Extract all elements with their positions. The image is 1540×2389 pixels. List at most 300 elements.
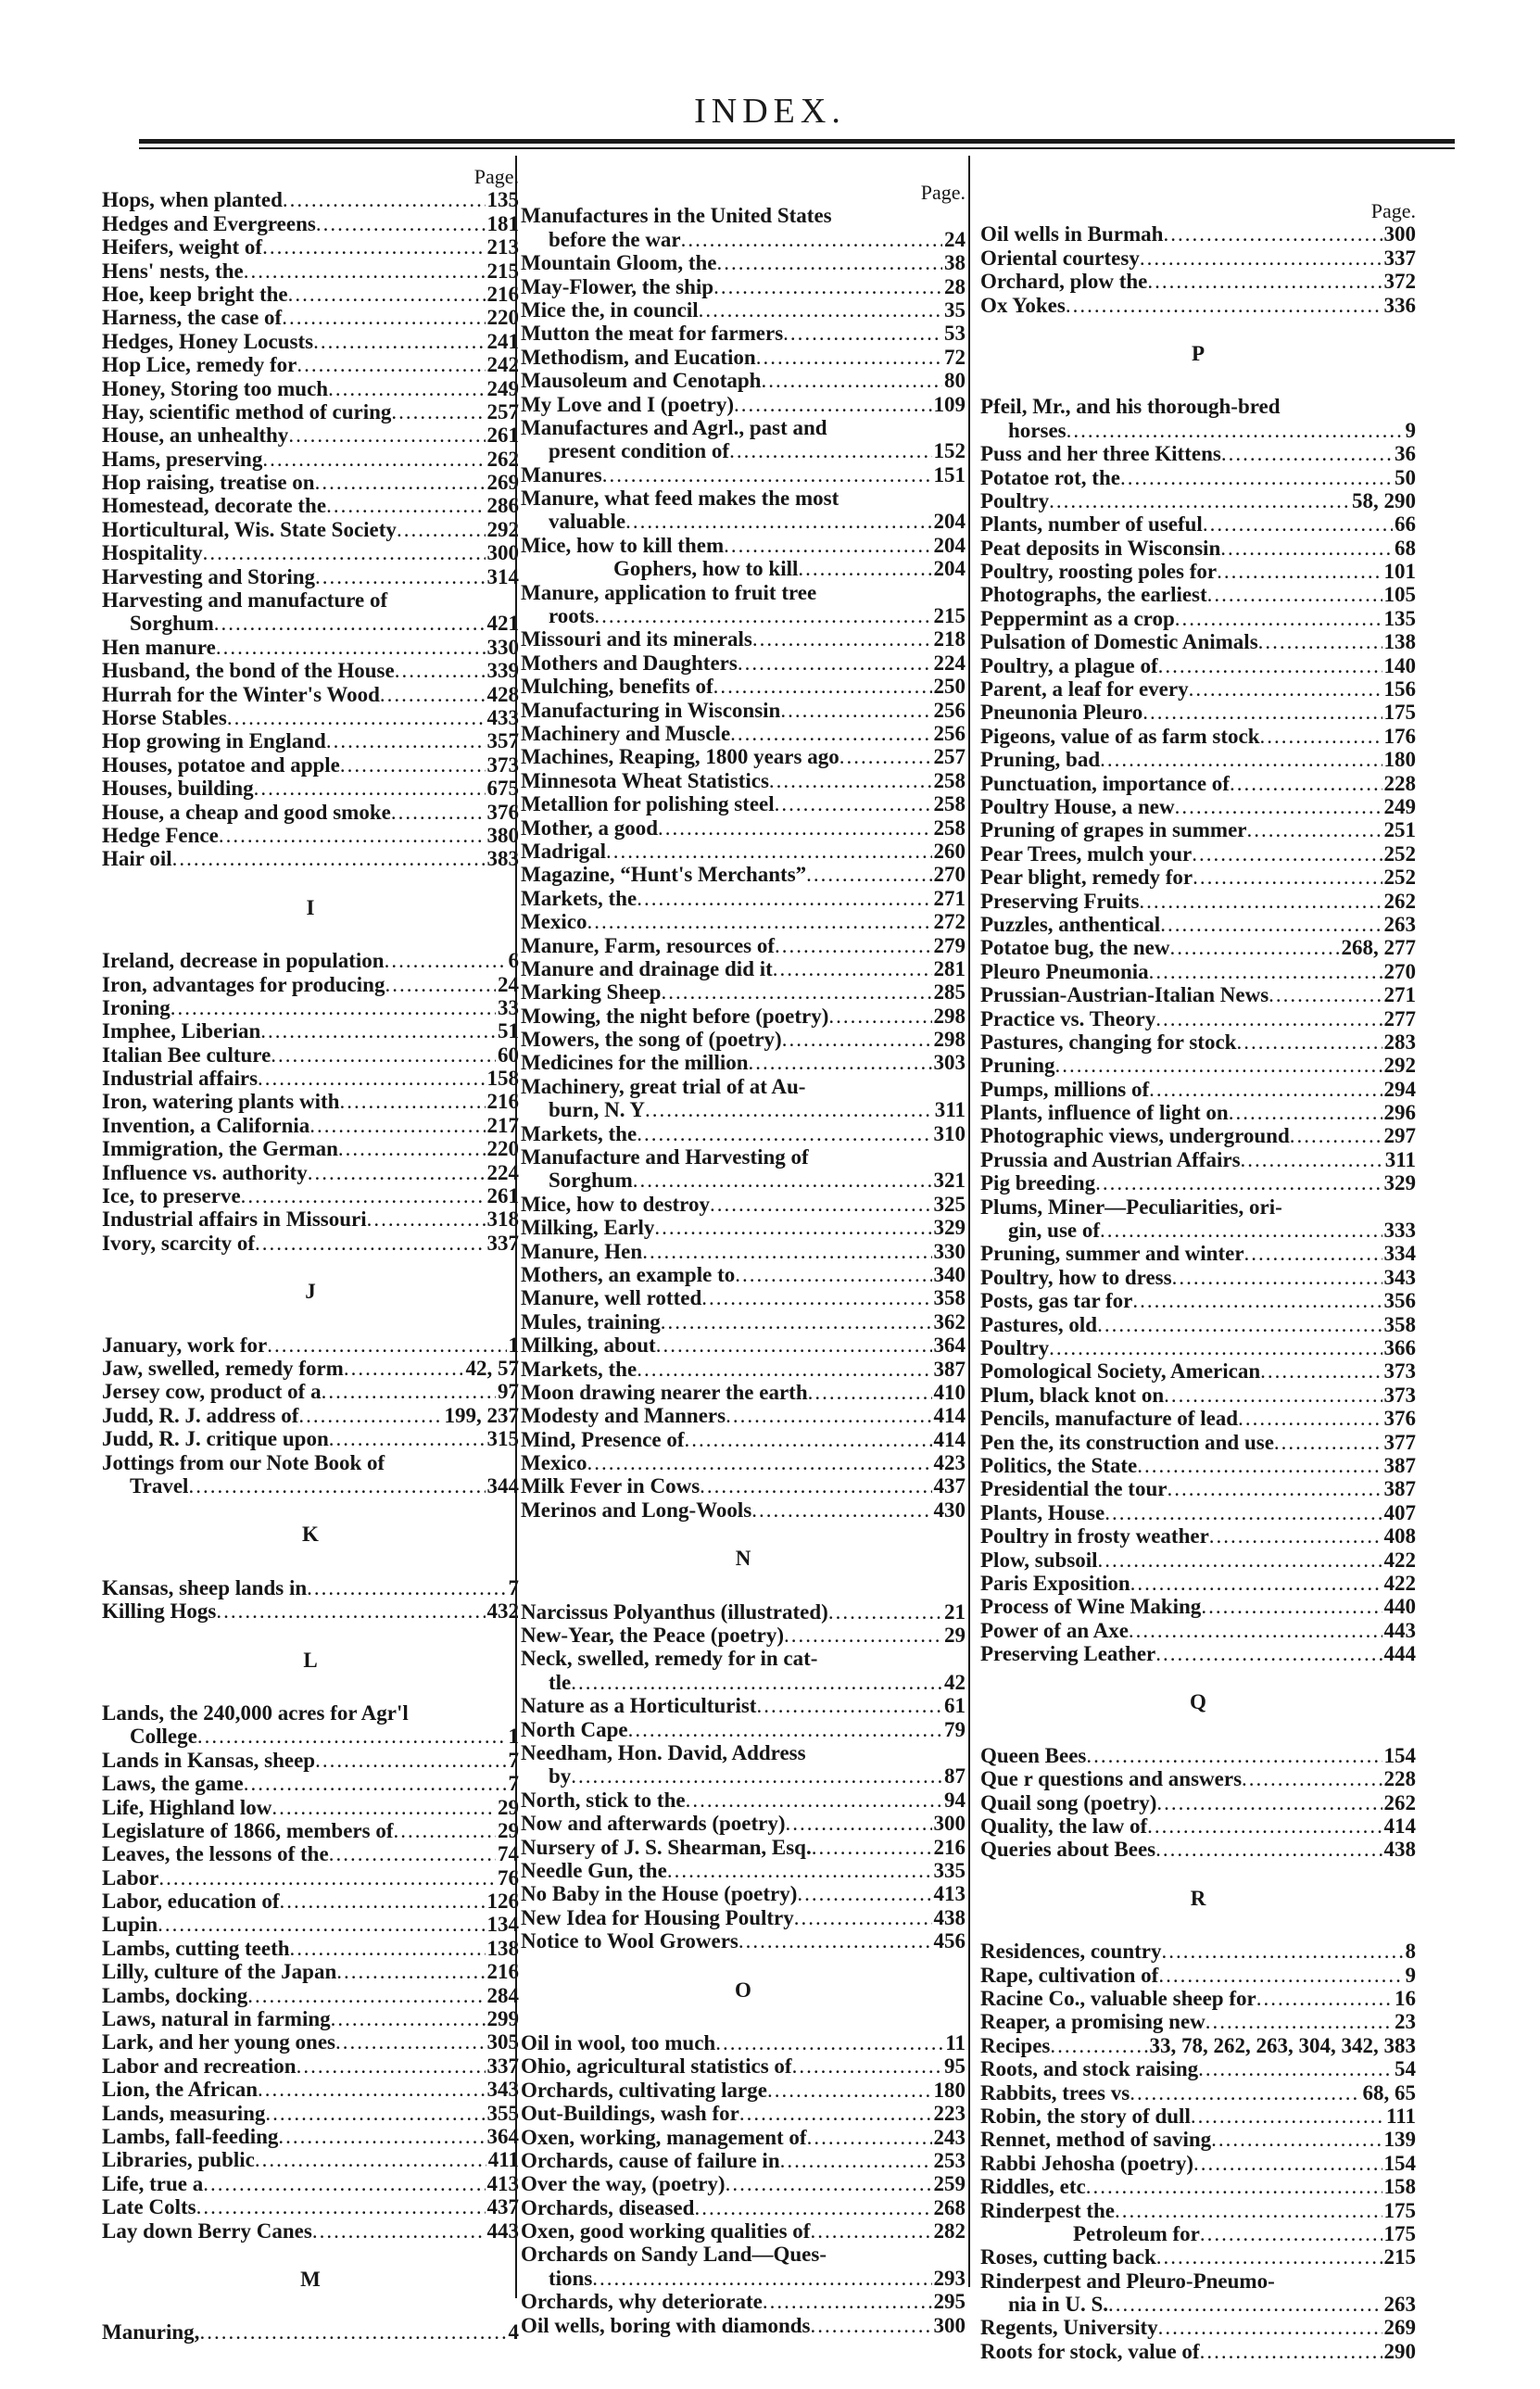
entry-page: 355: [486, 2101, 519, 2125]
entry-page: 423: [933, 1451, 966, 1475]
leader-dots: [642, 1240, 931, 1263]
leader-dots: [701, 1286, 931, 1309]
entry-title: North Cape: [521, 1717, 628, 1741]
entry-page: 80: [944, 369, 966, 393]
entry-page: 262: [1383, 889, 1416, 913]
entry-page: 325: [933, 1192, 966, 1216]
index-entry: [521, 322, 966, 345]
leader-dots: [1192, 842, 1382, 866]
entry-title: Life, true a: [102, 2171, 204, 2195]
index-entry: [521, 1310, 966, 1334]
index-entry: [521, 1859, 966, 1882]
leader-dots: [340, 753, 486, 777]
index-entry: [102, 212, 519, 235]
leader-dots: [312, 2219, 486, 2243]
index-entry: [102, 1960, 519, 1983]
leader-dots: [1198, 2057, 1393, 2080]
entry-page: 68, 65: [1362, 2080, 1416, 2105]
entry-page: 263: [1383, 2293, 1416, 2317]
entry-page: 7: [508, 1748, 519, 1772]
index-entry: [980, 1940, 1416, 1963]
index-entry: [102, 2078, 519, 2101]
entry-page: 438: [1383, 1838, 1416, 1862]
index-entry: [102, 1067, 519, 1090]
leader-dots: [1258, 630, 1382, 653]
index-entry: [521, 1474, 966, 1498]
entry-title: Hurrah for the Winter's Wood: [102, 682, 380, 706]
entry-title: Merinos and Long-Wools: [521, 1498, 752, 1522]
entry-page: 256: [933, 721, 966, 745]
section-letter: Q: [1190, 1690, 1206, 1714]
leader-dots: [315, 565, 485, 588]
leader-dots: [658, 816, 931, 840]
index-entry: [102, 2148, 519, 2171]
entry-title: Plants, number of useful: [980, 512, 1203, 537]
entry-title: Pruning of grapes in summer: [980, 818, 1247, 842]
entry-page: 270: [933, 863, 966, 887]
index-entry-continuation: [521, 2267, 966, 2290]
leader-dots: [197, 1725, 507, 1748]
index-entry: [980, 1791, 1416, 1814]
leader-dots: [1189, 677, 1382, 701]
entry-title: Rinderpest the: [980, 2198, 1116, 2222]
leader-dots: [1120, 466, 1393, 489]
index-entry: [521, 1836, 966, 1859]
index-entry: [102, 494, 519, 517]
entry-title: Manure, Farm, resources of: [521, 933, 776, 957]
entry-page: 387: [1383, 1453, 1416, 1477]
entry-page: 24: [944, 227, 966, 251]
entry-page: 330: [933, 1239, 966, 1263]
index-entry: [980, 1054, 1416, 1077]
entry-title: Hedges, Honey Locusts: [102, 329, 314, 353]
leader-dots: [329, 1427, 486, 1450]
entry-title: Hams, preserving: [102, 447, 263, 471]
entry-page: 154: [1383, 1743, 1416, 1767]
index-entry: [980, 512, 1416, 536]
leader-dots: [594, 604, 931, 627]
entry-page: 11: [945, 2030, 966, 2054]
index-entry: [521, 463, 966, 487]
entry-title: Plow, subsoil: [980, 1548, 1098, 1572]
leader-dots: [247, 1984, 485, 2007]
index-entry: [521, 1451, 966, 1474]
entry-title: Oil in wool, too much: [521, 2030, 716, 2054]
entry-title: Markets, the: [521, 886, 637, 910]
entry-title: Orchard, plow the: [980, 270, 1148, 294]
entry-title: Late Colts: [102, 2195, 196, 2219]
entry-title: Prussia and Austrian Affairs: [980, 1147, 1241, 1171]
index-entry: [980, 2199, 1416, 2222]
index-entry: [980, 772, 1416, 795]
index-entry: [980, 294, 1416, 317]
index-entry: [102, 1913, 519, 1936]
entry-title: Mice the, in council: [521, 297, 699, 322]
entry-page: 438: [933, 1905, 966, 1929]
entry-page: 410: [933, 1380, 966, 1404]
entry-title: present condition of: [549, 439, 730, 463]
index-entry: [521, 1694, 966, 1717]
entry-title: Rabbi Jehosha (poetry): [980, 2151, 1194, 2175]
entry-page: 261: [486, 423, 519, 448]
entry-page: 176: [1383, 724, 1416, 748]
entry-page: 269: [486, 471, 519, 495]
entry-title: Robin, the story of dull: [980, 2104, 1191, 2128]
entry-title: Mexico: [521, 1451, 587, 1475]
index-entry: [521, 1122, 966, 1145]
entry-title: Hops, when planted: [102, 188, 283, 212]
leader-dots: [267, 1334, 506, 1357]
leader-dots: [751, 1498, 931, 1522]
entry-page: 262: [486, 447, 519, 471]
index-entry: [521, 1929, 966, 1953]
entry-title: Ireland, decrease in population: [102, 949, 385, 973]
entry-page: 437: [486, 2195, 519, 2219]
leader-dots: [170, 996, 496, 1019]
leader-dots: [1129, 1619, 1382, 1642]
leader-dots: [1238, 1407, 1382, 1430]
index-entry: [980, 654, 1416, 677]
entry-page: 53: [944, 322, 966, 346]
entry-page: 413: [486, 2171, 519, 2195]
index-entry: [980, 1572, 1416, 1595]
index-entry: [102, 565, 519, 588]
entry-title: Oil wells, boring with diamonds: [521, 2313, 811, 2337]
index-entry: [521, 1882, 966, 1905]
index-entry: [980, 583, 1416, 606]
leader-dots: [199, 2320, 506, 2344]
entry-page: 271: [933, 886, 966, 910]
index-entry: [521, 957, 966, 980]
entry-page: 294: [1383, 1077, 1416, 1101]
entry-page: 285: [933, 980, 966, 1005]
leader-dots: [606, 840, 932, 863]
entry-page: 139: [1383, 2128, 1416, 2152]
leader-dots: [216, 636, 486, 659]
leader-dots: [686, 1789, 942, 1812]
entry-page: 257: [486, 399, 519, 423]
entry-page: 228: [1383, 1767, 1416, 1791]
index-entry: [521, 1428, 966, 1451]
index-entry: [521, 2314, 966, 2337]
entry-title: Methodism, and Eucation: [521, 345, 756, 369]
index-entry: [980, 960, 1416, 983]
entry-page: 376: [1383, 1407, 1416, 1431]
entry-title: Power of an Axe: [980, 1618, 1129, 1642]
entry-page: 269: [1383, 2316, 1416, 2340]
leader-dots: [1155, 1838, 1382, 1861]
index-column-2: [521, 181, 966, 2337]
index-entry: [521, 792, 966, 815]
entry-title: Pear Trees, mulch your: [980, 841, 1193, 866]
entry-title: Ox Yokes: [980, 293, 1066, 317]
entry-title: Mausoleum and Cenotaph: [521, 369, 762, 393]
leader-dots: [188, 1474, 485, 1498]
leader-dots: [1220, 537, 1393, 560]
entry-title: Posts, gas tar for: [980, 1289, 1133, 1313]
entry-page: 298: [933, 1004, 966, 1028]
leader-dots: [1158, 654, 1382, 677]
entry-page: 29: [498, 1795, 519, 1819]
index-entry: [102, 1772, 519, 1795]
index-entry-first-line: Manufactures and Agrl., past and: [521, 415, 827, 439]
entry-page: 76: [498, 1865, 519, 1890]
entry-page: 356: [1383, 1289, 1416, 1313]
index-entry-first-line: Manure, what feed makes the most: [521, 487, 839, 511]
entry-title: New Idea for Housing Poultry: [521, 1905, 794, 1929]
entry-page: 66: [1395, 512, 1416, 537]
entry-title: Rape, cultivation of: [980, 1963, 1159, 1987]
entry-title: Prussian-Austrian-Italian News: [980, 983, 1269, 1007]
leader-dots: [786, 1812, 932, 1835]
leader-dots: [1205, 2010, 1393, 2033]
index-entry: [521, 1624, 966, 1647]
entry-page: 74: [498, 1842, 519, 1866]
index-entry: [521, 2054, 966, 2078]
entry-title: Roses, cutting back: [980, 2245, 1156, 2269]
leader-dots: [810, 2314, 931, 2337]
entry-page: 111: [1386, 2104, 1416, 2128]
entry-title: Que r questions and answers: [980, 1767, 1243, 1791]
leader-dots: [839, 745, 932, 768]
leader-dots: [1156, 1791, 1382, 1814]
entry-title: Hoe, keep bright the: [102, 282, 288, 306]
leader-dots: [255, 2148, 486, 2171]
leader-dots: [734, 393, 932, 416]
entry-title: Lambs, fall-feeding: [102, 2124, 279, 2148]
index-entry: [521, 2172, 966, 2195]
entry-page: 373: [1383, 1383, 1416, 1407]
entry-title: gin, use of: [1008, 1219, 1101, 1243]
entry-page: 335: [933, 1858, 966, 1882]
index-entry: [980, 725, 1416, 748]
index-entry: [521, 393, 966, 416]
leader-dots: [756, 346, 942, 369]
leader-dots: [587, 910, 932, 933]
entry-title: Potatoe rot, the: [980, 465, 1120, 489]
leader-dots: [794, 1906, 932, 1929]
index-entry: [980, 818, 1416, 841]
leader-dots: [738, 651, 932, 675]
index-entry: [102, 1184, 519, 1207]
index-entry: [521, 910, 966, 933]
leader-dots: [367, 1207, 486, 1231]
entry-page: 134: [486, 1913, 519, 1937]
leader-dots: [1130, 2081, 1360, 2105]
entry-page: 158: [1383, 2175, 1416, 2199]
section-letter: P: [1191, 341, 1205, 365]
section-letter: M: [300, 2267, 321, 2291]
index-entry: [980, 442, 1416, 465]
leader-dots: [1160, 913, 1382, 936]
index-entry: [980, 1101, 1416, 1124]
leader-dots: [203, 541, 486, 564]
entry-title: Petroleum for: [1073, 2221, 1200, 2245]
index-entry: [102, 1866, 519, 1890]
index-entry: [521, 1334, 966, 1357]
leader-dots: [1207, 583, 1382, 606]
entry-page: 337: [486, 1231, 519, 1255]
entry-title: College: [130, 1725, 197, 1749]
entry-page: 292: [486, 517, 519, 541]
index-entry-first-line: Machinery, great trial of at Au-: [521, 1074, 806, 1098]
index-entry: [980, 1336, 1416, 1359]
index-entry: [521, 745, 966, 768]
entry-title: Manure, Hen: [521, 1239, 643, 1263]
entry-page: 300: [1383, 222, 1416, 246]
index-entry: [980, 1744, 1416, 1767]
entry-title: Harness, the case of: [102, 306, 283, 330]
leader-dots: [1200, 2340, 1382, 2363]
entry-title: Hedges and Evergreens: [102, 211, 316, 235]
leader-dots: [1230, 772, 1382, 795]
entry-title: Libraries, public: [102, 2148, 255, 2172]
page-column-header: Page.: [473, 165, 519, 188]
entry-page: 251: [1383, 818, 1416, 842]
entry-page: 224: [933, 651, 966, 675]
entry-title: Lion, the African: [102, 2078, 259, 2102]
leader-dots: [214, 612, 486, 635]
entry-title: Poultry in frosty weather: [980, 1524, 1209, 1548]
entry-page: 252: [1383, 866, 1416, 890]
entry-page: 263: [1383, 912, 1416, 936]
entry-page: 4: [508, 2320, 519, 2345]
entry-title: Hop growing in England: [102, 729, 326, 753]
entry-page: 154: [1383, 2151, 1416, 2175]
index-entry: [980, 1501, 1416, 1524]
leader-dots: [637, 1122, 931, 1145]
entry-title: Racine Co., valuable sheep for: [980, 1987, 1256, 2010]
entry-title: Marking Sheep: [521, 980, 662, 1005]
leader-dots: [602, 463, 932, 487]
leader-dots: [780, 2149, 932, 2172]
entry-page: 204: [933, 510, 966, 534]
leader-dots: [730, 722, 931, 745]
leader-dots: [775, 934, 931, 957]
entry-page: 366: [1383, 1335, 1416, 1359]
index-entry: [980, 1477, 1416, 1500]
section-letter: O: [735, 1978, 751, 2002]
entry-title: Oil wells in Burmah: [980, 222, 1164, 246]
entry-page: 286: [486, 494, 519, 518]
entry-page: 422: [1383, 1571, 1416, 1595]
index-entry: [980, 1814, 1416, 1838]
index-entry: [980, 2034, 1416, 2057]
leader-dots: [738, 1929, 932, 1953]
entry-title: Pastures, changing for stock: [980, 1030, 1237, 1054]
entry-page: 152: [933, 439, 966, 463]
index-entry: [102, 824, 519, 847]
index-entry: [980, 1384, 1416, 1407]
index-entry: [980, 1124, 1416, 1147]
entry-title: Judd, R. J. address of: [102, 1403, 299, 1427]
entry-page: 216: [486, 1090, 519, 1114]
leader-dots: [694, 2196, 931, 2219]
leader-dots: [756, 1694, 942, 1717]
index-entry-continuation: [521, 1169, 966, 1192]
entry-page: 38: [944, 251, 966, 275]
leader-dots: [1167, 1477, 1382, 1500]
leader-dots: [1169, 936, 1339, 959]
entry-page: 364: [933, 1334, 966, 1358]
entry-page: 215: [1383, 2245, 1416, 2269]
leader-dots: [1132, 1289, 1382, 1312]
entry-page: 95: [944, 2054, 966, 2079]
index-entry-continuation: [521, 604, 966, 627]
leader-dots: [752, 627, 932, 651]
entry-title: Potatoe bug, the new: [980, 936, 1170, 960]
index-entry: [980, 1964, 1416, 1987]
entry-title: Heifers, weight of: [102, 235, 263, 259]
index-entry: [521, 816, 966, 840]
leader-dots: [1247, 818, 1382, 841]
entry-title: by: [549, 1764, 572, 1789]
entry-title: Homestead, decorate the: [102, 494, 327, 518]
index-entry: [102, 659, 519, 682]
leader-dots: [328, 377, 485, 400]
entry-page: 175: [1383, 701, 1416, 725]
index-entry: [521, 1028, 966, 1051]
leader-dots: [784, 1624, 942, 1647]
index-entry: [980, 560, 1416, 583]
entry-title: Lupin: [102, 1913, 158, 1937]
index-entry: [102, 1937, 519, 1960]
leader-dots: [1244, 1242, 1382, 1265]
index-entry: [102, 2030, 519, 2054]
index-entry: [102, 777, 519, 800]
index-entry: [521, 2126, 966, 2149]
index-entry: [521, 298, 966, 322]
index-entry: [980, 2175, 1416, 2198]
entry-page: 50: [1395, 465, 1416, 489]
leader-dots: [1108, 2293, 1382, 2316]
entry-title: Peat deposits in Wisconsin: [980, 536, 1221, 560]
entry-title: Killing Hogs: [102, 1599, 217, 1624]
page-column-header: Page.: [1370, 199, 1416, 222]
index-entry-continuation: [102, 612, 519, 635]
entry-page: 243: [933, 2125, 966, 2149]
entry-title: Labor and recreation: [102, 2054, 297, 2078]
entry-title: Industrial affairs: [102, 1067, 259, 1091]
entry-page: 318: [486, 1207, 519, 1232]
entry-title: Oxen, good working qualities of: [521, 2219, 811, 2244]
leader-dots: [344, 1357, 464, 1380]
entry-title: Influence vs. authority: [102, 1160, 308, 1184]
index-entry: [521, 627, 966, 651]
entry-page: 223: [933, 2102, 966, 2126]
entry-page: 21: [944, 1599, 966, 1624]
entry-title: Mulching, benefits of: [521, 675, 713, 699]
leader-dots: [808, 1381, 932, 1404]
index-entry: [980, 913, 1416, 936]
index-entry: [980, 489, 1416, 512]
entry-page: 33, 78, 262, 263, 304, 342, 383: [1149, 2033, 1416, 2057]
entry-page: 204: [933, 533, 966, 557]
index-entry: [102, 283, 519, 306]
entry-page: 437: [933, 1474, 966, 1498]
entry-title: Process of Wine Making: [980, 1595, 1202, 1619]
entry-title: House, a cheap and good smoke: [102, 800, 391, 824]
index-entry: [102, 973, 519, 996]
entry-page: 105: [1383, 583, 1416, 607]
entry-page: 220: [486, 306, 519, 330]
entry-page: 97: [498, 1380, 519, 1404]
index-entry-continuation: [521, 1671, 966, 1694]
index-entry: [521, 275, 966, 298]
leader-dots: [1269, 983, 1382, 1006]
leader-dots: [258, 1067, 485, 1090]
index-entry: [102, 235, 519, 259]
